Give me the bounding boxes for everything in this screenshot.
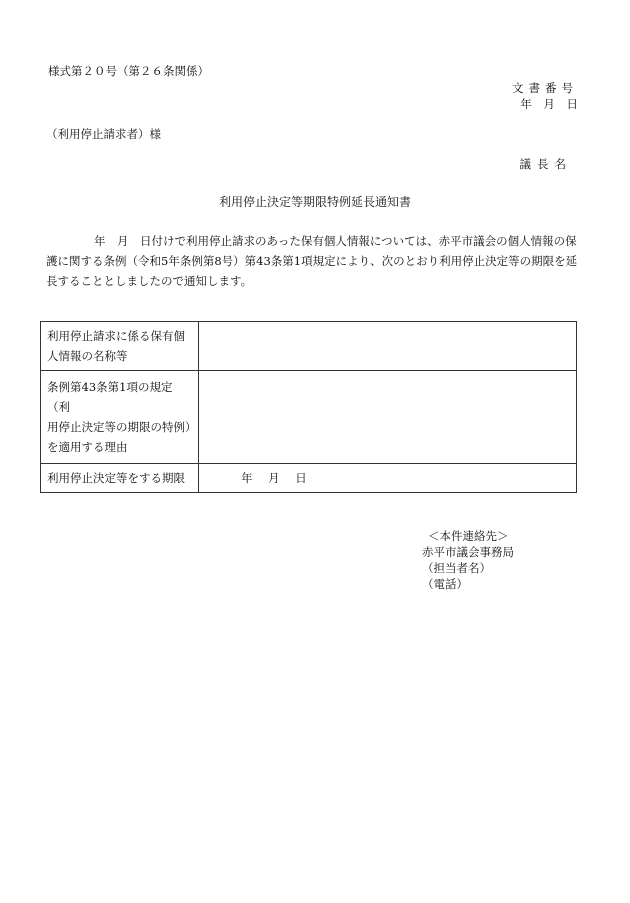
cell-label-line: 条例第43条第1項の規定（利: [47, 380, 173, 414]
cell-label-line: 利用停止請求に係る保有個: [47, 329, 185, 343]
contact-block: [422, 528, 514, 592]
document-number-label: 文書番号: [512, 81, 578, 95]
info-name-value-cell: [199, 322, 577, 371]
contact-phone: （電話）: [422, 577, 468, 591]
body-line: 長することとしましたので通知します。: [46, 274, 253, 288]
deadline-value-cell: 年 月 日: [199, 464, 577, 493]
body-line: 年 月 日付けで利用停止請求のあった保有個人情報については、赤平市議会の個人情報の保: [94, 234, 577, 248]
contact-person: （担当者名）: [422, 561, 491, 575]
info-name-label-cell: [41, 322, 199, 371]
recipient-label: （利用停止請求者）様: [46, 127, 161, 141]
issue-date-label: 年 月 日: [520, 97, 578, 111]
body-line: 護に関する条例（令和5年条例第8号）第43条第1項規定により、次のとおり利用停止決定等の期限を延: [46, 254, 578, 268]
notice-body: [46, 231, 576, 291]
table-row: [41, 464, 577, 493]
cell-label-line: 人情報の名称等: [47, 349, 128, 363]
chair-name-label: 議長名: [519, 157, 572, 171]
reason-label-cell: [41, 371, 199, 464]
details-table: [40, 321, 577, 493]
reason-value-cell: [199, 371, 577, 464]
cell-label-line: 用停止決定等の期限の特例）: [47, 420, 197, 434]
table-row: [41, 322, 577, 371]
contact-heading: ＜本件連絡先＞: [428, 529, 509, 543]
document-title: 利用停止決定等期限特例延長通知書: [218, 195, 411, 209]
deadline-label-cell: 利用停止決定等をする期限: [41, 464, 199, 493]
form-number: 様式第２０号（第２６条関係）: [48, 64, 209, 78]
cell-label-line: を適用する理由: [47, 440, 128, 454]
table-row: [41, 371, 577, 464]
contact-office: 赤平市議会事務局: [422, 545, 514, 559]
